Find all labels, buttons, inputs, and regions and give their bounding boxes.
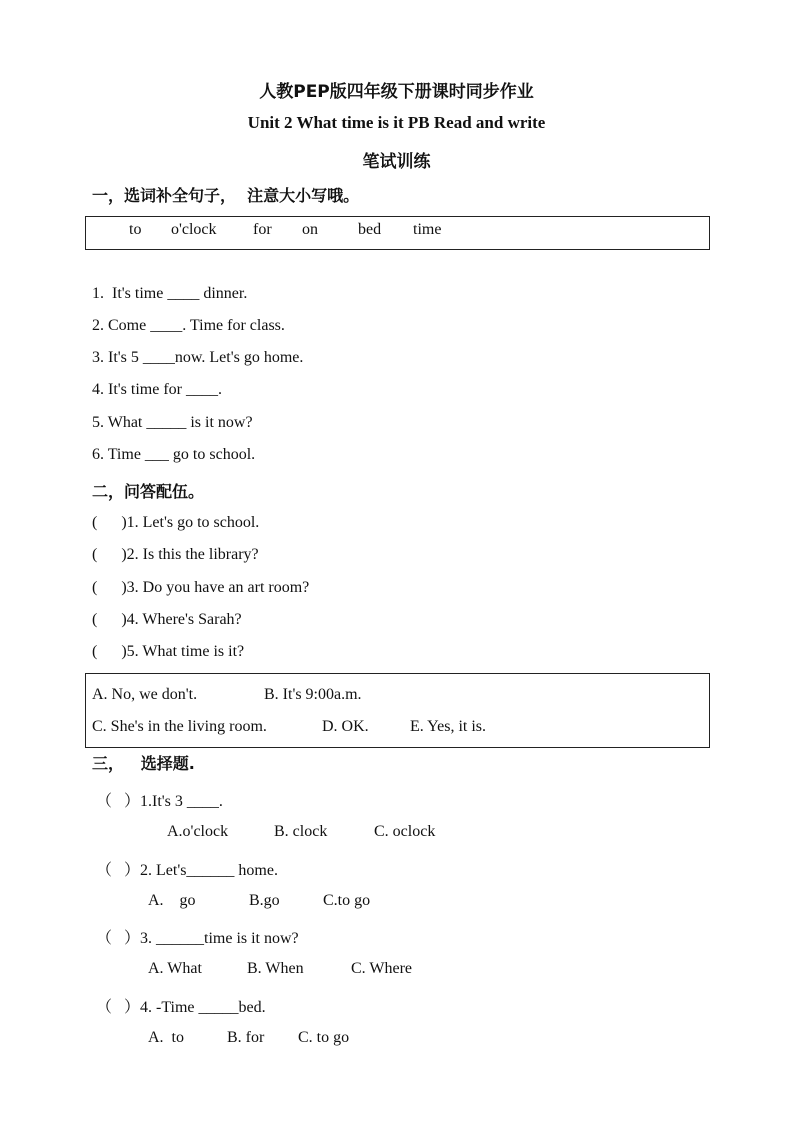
- mc-question-stem: （ ）2. Let's______ home.: [96, 862, 278, 879]
- fill-blank-item: 2. Come ____. Time for class.: [92, 317, 285, 334]
- mc-choice: A. What: [148, 960, 202, 977]
- mc-choice: B. for: [227, 1029, 265, 1046]
- mc-question-stem: （ ）1.It's 3 ____.: [96, 793, 223, 810]
- fill-blank-item: 6. Time ___ go to school.: [92, 446, 256, 463]
- fill-blank-item: 3. It's 5 ____now. Let's go home.: [92, 349, 304, 366]
- match-question: ( )1. Let's go to school.: [92, 514, 260, 531]
- match-question: ( )4. Where's Sarah?: [92, 611, 242, 628]
- part3-heading: 三， 选择题.: [92, 754, 195, 773]
- answer-option-c: C. She's in the living room.: [92, 718, 267, 735]
- unit-subtitle: Unit 2 What time is it PB Read and write: [247, 113, 546, 132]
- word-bank-item: bed: [358, 221, 382, 238]
- mc-choice: B.go: [249, 892, 280, 909]
- mc-choice: C. to go: [298, 1029, 350, 1046]
- match-question: ( )5. What time is it?: [92, 643, 245, 660]
- match-question: ( )2. Is this the library?: [92, 546, 259, 563]
- section-label: 笔试训练: [362, 152, 431, 172]
- mc-choice: C. oclock: [374, 823, 436, 840]
- part2-heading: 二，问答配伍。: [92, 482, 205, 501]
- word-bank-item: for: [253, 221, 272, 238]
- word-bank-box: [85, 216, 710, 250]
- word-bank-item: on: [302, 221, 318, 238]
- fill-blank-item: 4. It's time for ____.: [92, 381, 222, 398]
- word-bank-item: to: [129, 221, 142, 238]
- answer-option-b: B. It's 9:00a.m.: [264, 686, 362, 703]
- word-bank-item: o'clock: [171, 221, 217, 238]
- fill-blank-item: 1. It's time ____ dinner.: [92, 285, 248, 302]
- mc-question-stem: （ ）3. ______time is it now?: [96, 930, 299, 947]
- mc-choice: B. clock: [274, 823, 328, 840]
- mc-choice: B. When: [247, 960, 304, 977]
- mc-choice: A.o'clock: [167, 823, 229, 840]
- mc-choice: A. to: [148, 1029, 184, 1046]
- word-bank-item: time: [413, 221, 442, 238]
- fill-blank-item: 5. What _____ is it now?: [92, 414, 253, 431]
- match-question: ( )3. Do you have an art room?: [92, 579, 310, 596]
- answer-option-a: A. No, we don't.: [92, 686, 198, 703]
- mc-choice: C. Where: [351, 960, 413, 977]
- mc-choice: C.to go: [323, 892, 371, 909]
- mc-question-stem: （ ）4. -Time _____bed.: [96, 999, 266, 1016]
- part1-heading: 一，选词补全句子， 注意大小写哦。: [92, 186, 360, 205]
- answer-option-d: D. OK.: [322, 718, 369, 735]
- answer-option-e: E. Yes, it is.: [410, 718, 487, 735]
- worksheet-title: 人教PEP版四年级下册课时同步作业: [259, 82, 534, 102]
- mc-choice: A. go: [148, 892, 196, 909]
- answer-options-box: [85, 673, 710, 748]
